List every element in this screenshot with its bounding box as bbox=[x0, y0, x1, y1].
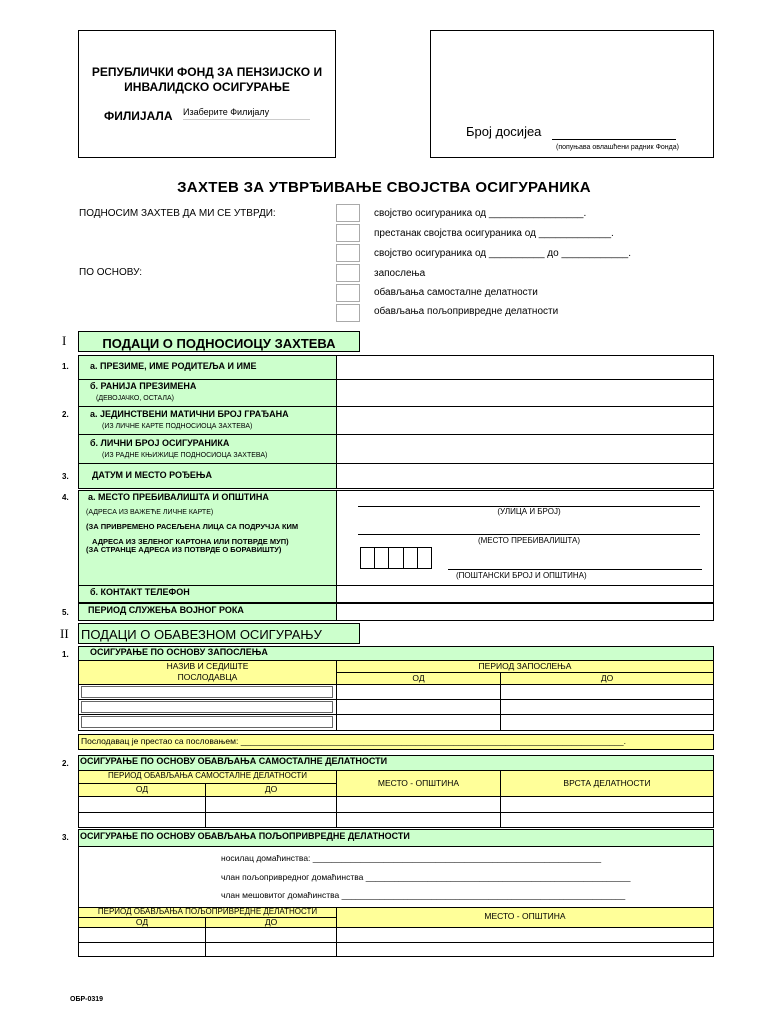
org-header-box bbox=[78, 30, 336, 158]
s2-1-employer-header-1: НАЗИВ И СЕДИШТЕ bbox=[166, 661, 249, 671]
s2-2-kind-input[interactable] bbox=[500, 812, 714, 828]
branch-label: ФИЛИЈАЛА bbox=[104, 109, 173, 123]
option-status-end: престанак својства осигураника од _____________. bbox=[374, 228, 614, 239]
checkbox-basis-self-employed[interactable] bbox=[336, 284, 360, 302]
s2-3-place-input[interactable] bbox=[336, 942, 714, 957]
s2-2-to-input[interactable] bbox=[205, 796, 337, 813]
option-self-employed: обављања самосталне делатности bbox=[374, 287, 538, 298]
s2-1-from-label: ОД bbox=[412, 673, 425, 683]
s2-2-from-input[interactable] bbox=[78, 812, 206, 828]
s2-3-place-label: МЕСТО - ОПШТИНА bbox=[484, 911, 566, 921]
row5-input[interactable] bbox=[336, 603, 714, 621]
row4a-sub4: (ЗА СТРАНЦЕ АДРЕСА ИЗ ПОТВРДЕ О БОРАВИШТУ) bbox=[86, 545, 282, 554]
row3-input[interactable] bbox=[336, 463, 714, 489]
address-place-line[interactable] bbox=[358, 534, 700, 535]
org-name-line1: РЕПУБЛИЧКИ ФОНД ЗА ПЕНЗИЈСКО И bbox=[91, 65, 323, 79]
s2-1-title: ОСИГУРАЊЕ ПО ОСНОВУ ЗАПОСЛЕЊА bbox=[90, 647, 268, 657]
address-place-caption: (МЕСТО ПРЕБИВАЛИШТА) bbox=[477, 536, 581, 545]
row1b-input[interactable] bbox=[336, 379, 714, 407]
s2-1-from-input[interactable] bbox=[336, 684, 501, 700]
s2-2-number: 2. bbox=[62, 759, 69, 768]
row3-number: 3. bbox=[62, 472, 69, 481]
row1-number: 1. bbox=[62, 362, 69, 371]
row4b-input[interactable] bbox=[336, 585, 714, 603]
row4a-sub3: АДРЕСА ИЗ ЗЕЛЕНОГ КАРТОНА ИЛИ ПОТВРДЕ МУП) bbox=[92, 537, 289, 546]
option-status-from: својство осигураника од _________________. bbox=[374, 208, 587, 219]
row2a-sublabel: (ИЗ ЛИЧНЕ КАРТЕ ПОДНОСИОЦА ЗАХТЕВА) bbox=[102, 423, 253, 430]
request-label: ПОДНОСИМ ЗАХТЕВ ДА МИ СЕ УТВРДИ: bbox=[79, 208, 276, 219]
checkbox-basis-agriculture[interactable] bbox=[336, 304, 360, 322]
s2-1-from-input[interactable] bbox=[336, 714, 501, 731]
s2-3-from-input[interactable] bbox=[78, 927, 206, 943]
option-agriculture: обављања пољопривредне делатности bbox=[374, 306, 559, 317]
s2-3-to-input[interactable] bbox=[205, 942, 337, 957]
s2-3-number: 3. bbox=[62, 833, 69, 842]
org-name-line2: ИНВАЛИДСКО ОСИГУРАЊЕ bbox=[124, 80, 290, 94]
s2-2-kind-input[interactable] bbox=[500, 796, 714, 813]
row2b-label: б. ЛИЧНИ БРОЈ ОСИГУРАНИКА bbox=[90, 438, 230, 448]
row5-label: ПЕРИОД СЛУЖЕЊА ВОЈНОГ РОКА bbox=[88, 605, 244, 615]
option-employment: запослења bbox=[374, 268, 426, 279]
postal-code-boxes[interactable] bbox=[360, 547, 432, 569]
s2-1-employer-input[interactable] bbox=[81, 686, 333, 698]
row2-number: 2. bbox=[62, 410, 69, 419]
row4a-label: а. МЕСТО ПРЕБИВАЛИШТА И ОПШТИНА bbox=[88, 492, 269, 502]
s2-2-from-input[interactable] bbox=[78, 796, 206, 813]
row2a-input[interactable] bbox=[336, 406, 714, 435]
section2-title: ПОДАЦИ О ОБАВЕЗНОМ ОСИГУРАЊУ bbox=[78, 623, 360, 644]
address-post-caption: (ПОШТАНСКИ БРОЈ И ОПШТИНА) bbox=[456, 571, 587, 580]
section2-number: II bbox=[60, 626, 69, 641]
s2-1-to-input[interactable] bbox=[500, 699, 714, 715]
s2-1-to-input[interactable] bbox=[500, 714, 714, 731]
row3-label: ДАТУМ И МЕСТО РОЂЕЊА bbox=[92, 470, 212, 480]
option-status-from-to: својство осигураника од __________ до ____________. bbox=[374, 248, 631, 259]
s2-3-to-input[interactable] bbox=[205, 927, 337, 943]
s2-2-to-label: ДО bbox=[264, 784, 278, 794]
s2-3-member-agri[interactable]: члан пољопривредног домаћинства ________________________________________________________ bbox=[221, 872, 631, 882]
row1a-input[interactable] bbox=[336, 355, 714, 380]
s2-3-to-label: ДО bbox=[264, 917, 278, 927]
s2-1-employer-input[interactable] bbox=[81, 701, 333, 713]
s2-3-member-mixed[interactable]: члан мешовитог домаћинства ____________________________________________________________ bbox=[221, 890, 626, 900]
row2a-label: а. ЈЕДИНСТВЕНИ МАТИЧНИ БРОЈ ГРАЂАНА bbox=[90, 409, 289, 419]
s2-1-period-label: ПЕРИОД ЗАПОСЛЕЊА bbox=[478, 661, 572, 671]
section1-title: ПОДАЦИ О ПОДНОСИОЦУ ЗАХТЕВА bbox=[78, 331, 360, 352]
row1b-sublabel: (ДЕВОЈАЧКО, ОСТАЛА) bbox=[96, 395, 174, 402]
s2-2-place-label: МЕСТО - ОПШТИНА bbox=[377, 778, 460, 788]
checkbox-status-end[interactable] bbox=[336, 224, 360, 242]
s2-2-kind-label: ВРСТА ДЕЛАТНОСТИ bbox=[563, 778, 651, 788]
s2-3-from-label: ОД bbox=[135, 917, 149, 927]
s2-3-period-label: ПЕРИОД ОБАВЉАЊА ПОЉОПРИВРЕДНЕ ДЕЛАТНОСТИ bbox=[97, 907, 318, 916]
checkbox-basis-employment[interactable] bbox=[336, 264, 360, 282]
s2-1-ceased-text: Послодавац је престао са пословањем: _________________________________________________________________________________. bbox=[81, 736, 626, 746]
page-title: ЗАХТЕВ ЗА УТВРЂИВАЊЕ СВОЈСТВА ОСИГУРАНИКА bbox=[177, 179, 591, 196]
s2-2-period-label: ПЕРИОД ОБАВЉАЊА САМОСТАЛНЕ ДЕЛАТНОСТИ bbox=[107, 771, 308, 780]
s2-2-from-label: ОД bbox=[135, 784, 149, 794]
s2-1-from-input[interactable] bbox=[336, 699, 501, 715]
s2-3-title: ОСИГУРАЊЕ ПО ОСНОВУ ОБАВЉАЊА ПОЉОПРИВРЕДНЕ ДЕЛАТНОСТИ bbox=[80, 831, 410, 841]
basis-label: ПО ОСНОВУ: bbox=[79, 267, 142, 278]
branch-select[interactable]: Изаберите Филијалу bbox=[183, 108, 310, 120]
s2-2-place-input[interactable] bbox=[336, 796, 501, 813]
file-number-note: (попуњава овлашћени радник Фонда) bbox=[556, 144, 679, 151]
address-municipality-line[interactable] bbox=[448, 569, 702, 570]
row4a-sub1: (АДРЕСА ИЗ ВАЖЕЋЕ ЛИЧНЕ КАРТЕ) bbox=[86, 509, 214, 516]
row4a-sub2: (ЗА ПРИВРЕМЕНО РАСЕЉЕНА ЛИЦА СА ПОДРУЧЈА КИМ bbox=[86, 522, 299, 531]
checkbox-status-from[interactable] bbox=[336, 204, 360, 222]
row1b-label: б. РАНИЈА ПРЕЗИМЕНА bbox=[90, 381, 197, 391]
section1-number: I bbox=[62, 333, 67, 348]
row4-number: 4. bbox=[62, 493, 69, 502]
address-street-caption: (УЛИЦА И БРОЈ) bbox=[497, 507, 561, 516]
checkbox-status-from-to[interactable] bbox=[336, 244, 360, 262]
row5-number: 5. bbox=[62, 608, 69, 617]
s2-1-to-input[interactable] bbox=[500, 684, 714, 700]
s2-1-employer-header-2: ПОСЛОДАВЦА bbox=[177, 672, 238, 682]
s2-1-number: 1. bbox=[62, 650, 69, 659]
s2-3-place-input[interactable] bbox=[336, 927, 714, 943]
s2-2-title: ОСИГУРАЊЕ ПО ОСНОВУ ОБАВЉАЊА САМОСТАЛНЕ ДЕЛАТНОСТИ bbox=[80, 756, 388, 766]
s2-2-to-input[interactable] bbox=[205, 812, 337, 828]
row2b-sublabel: (ИЗ РАДНЕ КЊИЖИЦЕ ПОДНОСИОЦА ЗАХТЕВА) bbox=[102, 452, 268, 459]
file-number-label: Број досијеа bbox=[466, 124, 542, 139]
row2b-input[interactable] bbox=[336, 434, 714, 464]
s2-3-from-input[interactable] bbox=[78, 942, 206, 957]
s2-2-place-input[interactable] bbox=[336, 812, 501, 828]
row4b-label: б. КОНТАКТ ТЕЛЕФОН bbox=[90, 587, 190, 597]
s2-1-to-label: ДО bbox=[600, 673, 614, 683]
row1a-label: а. ПРЕЗИМЕ, ИМЕ РОДИТЕЉА И ИМЕ bbox=[90, 361, 257, 371]
s2-1-employer-input[interactable] bbox=[81, 716, 333, 728]
form-code: ОБР-0319 bbox=[70, 996, 104, 1003]
s2-3-holder[interactable]: носилац домаћинства: _____________________________________________________________ bbox=[221, 853, 602, 863]
file-number-field[interactable] bbox=[552, 128, 676, 140]
